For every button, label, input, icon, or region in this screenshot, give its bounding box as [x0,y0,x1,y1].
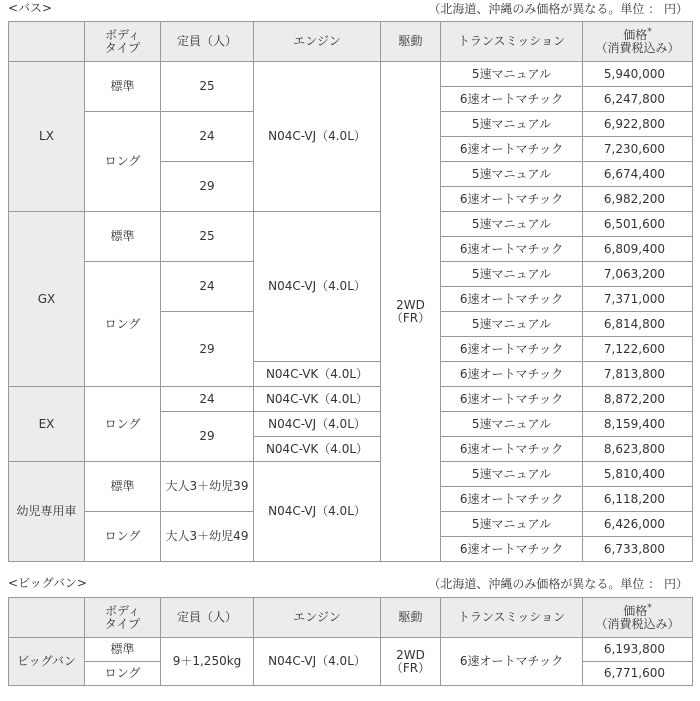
engine-cell: N04C-VJ（4.0L） [254,62,381,212]
grade-gx: GX [9,212,85,387]
price-cell: 6,193,800 [583,638,693,662]
price-cell: 6,118,200 [583,487,693,512]
bigvan-header-row [9,598,693,638]
price-cell: 8,623,800 [583,437,693,462]
capacity-cell: 24 [161,112,254,162]
engine-cell: N04C-VJ（4.0L） [254,412,381,437]
header-drive: 駆動 [381,22,441,62]
transmission-cell: 5速マニュアル [441,212,583,237]
bus-price-note: （北海道、沖縄のみ価格が異なる。単位 ： 円） [428,2,688,16]
transmission-cell: 5速マニュアル [441,262,583,287]
price-cell: 6,814,800 [583,312,693,337]
header-body-type: ボディ タイプ [85,22,161,62]
grade-ex: EX [9,387,85,462]
capacity-cell: 25 [161,62,254,112]
bigvan-price-table [8,597,693,686]
table-row [9,387,693,412]
price-cell: 6,809,400 [583,237,693,262]
price-cell: 7,063,200 [583,262,693,287]
transmission-cell: 5速マニュアル [441,162,583,187]
capacity-cell: 大人3＋幼児49 [161,512,254,562]
engine-cell: N04C-VK（4.0L） [254,362,381,387]
price-cell: 5,940,000 [583,62,693,87]
bus-header-row [9,22,693,62]
transmission-cell: 6速オートマチック [441,287,583,312]
header-capacity: 定員（人） [161,598,254,638]
capacity-cell: 24 [161,262,254,312]
transmission-cell: 5速マニュアル [441,312,583,337]
header-transmission: トランスミッション [441,598,583,638]
drive-cell: 2WD （FR） [381,638,441,686]
transmission-cell: 6速オートマチック [441,237,583,262]
price-cell: 5,810,400 [583,462,693,487]
transmission-cell: 5速マニュアル [441,512,583,537]
price-cell: 6,733,800 [583,537,693,562]
header-engine: エンジン [254,22,381,62]
body-type-cell: 標準 [85,638,161,662]
price-cell: 7,371,000 [583,287,693,312]
transmission-cell: 6速オートマチック [441,87,583,112]
table-row [9,638,693,662]
body-type-cell: ロング [85,662,161,686]
transmission-cell: 6速オートマチック [441,537,583,562]
table-row [9,212,693,237]
header-body-type: ボディ タイプ [85,598,161,638]
transmission-cell: 6速オートマチック [441,437,583,462]
capacity-cell: 29 [161,312,254,387]
header-capacity: 定員（人） [161,22,254,62]
price-cell: 6,982,200 [583,187,693,212]
price-cell: 6,922,800 [583,112,693,137]
transmission-cell: 6速オートマチック [441,487,583,512]
transmission-cell: 5速マニュアル [441,62,583,87]
transmission-cell: 5速マニュアル [441,412,583,437]
transmission-cell: 6速オートマチック [441,638,583,686]
capacity-cell: 25 [161,212,254,262]
table-row [9,62,693,87]
engine-cell: N04C-VJ（4.0L） [254,212,381,362]
transmission-cell: 6速オートマチック [441,137,583,162]
price-cell: 7,230,600 [583,137,693,162]
transmission-cell: 5速マニュアル [441,112,583,137]
transmission-cell: 6速オートマチック [441,362,583,387]
price-cell: 7,813,800 [583,362,693,387]
grade-kids: 幼児専用車 [9,462,85,562]
engine-cell: N04C-VK（4.0L） [254,437,381,462]
capacity-cell: 大人3＋幼児39 [161,462,254,512]
bigvan-price-note: （北海道、沖縄のみ価格が異なる。単位 ： 円） [428,577,688,591]
header-price: 価格* （消費税込み） [583,22,693,62]
capacity-cell: 29 [161,162,254,212]
bus-section-title: <バス> [8,1,53,15]
capacity-cell: 29 [161,412,254,462]
price-cell: 6,501,600 [583,212,693,237]
header-grade [9,598,85,638]
grade-lx: LX [9,62,85,212]
transmission-cell: 6速オートマチック [441,187,583,212]
body-type-cell: ロング [85,262,161,387]
price-cell: 6,771,600 [583,662,693,686]
body-type-cell: ロング [85,512,161,562]
engine-cell: N04C-VJ（4.0L） [254,638,381,686]
transmission-cell: 6速オートマチック [441,387,583,412]
table-row [9,462,693,487]
capacity-cell: 24 [161,387,254,412]
header-price: 価格* （消費税込み） [583,598,693,638]
price-cell: 6,247,800 [583,87,693,112]
transmission-cell: 6速オートマチック [441,337,583,362]
body-type-cell: 標準 [85,62,161,112]
engine-cell: N04C-VJ（4.0L） [254,462,381,562]
header-engine: エンジン [254,598,381,638]
price-cell: 6,426,000 [583,512,693,537]
price-cell: 7,122,600 [583,337,693,362]
header-drive: 駆動 [381,598,441,638]
body-type-cell: ロング [85,112,161,212]
body-type-cell: ロング [85,387,161,462]
price-cell: 8,159,400 [583,412,693,437]
drive-cell: 2WD （FR） [381,62,441,562]
grade-bigvan: ビッグバン [9,638,85,686]
body-type-cell: 標準 [85,212,161,262]
bus-price-table [8,21,693,562]
header-grade [9,22,85,62]
bigvan-section-title: <ビッグバン> [8,576,87,590]
engine-cell: N04C-VK（4.0L） [254,387,381,412]
body-type-cell: 標準 [85,462,161,512]
price-cell: 6,674,400 [583,162,693,187]
price-cell: 8,872,200 [583,387,693,412]
transmission-cell: 5速マニュアル [441,462,583,487]
header-transmission: トランスミッション [441,22,583,62]
capacity-cell: 9＋1,250kg [161,638,254,686]
